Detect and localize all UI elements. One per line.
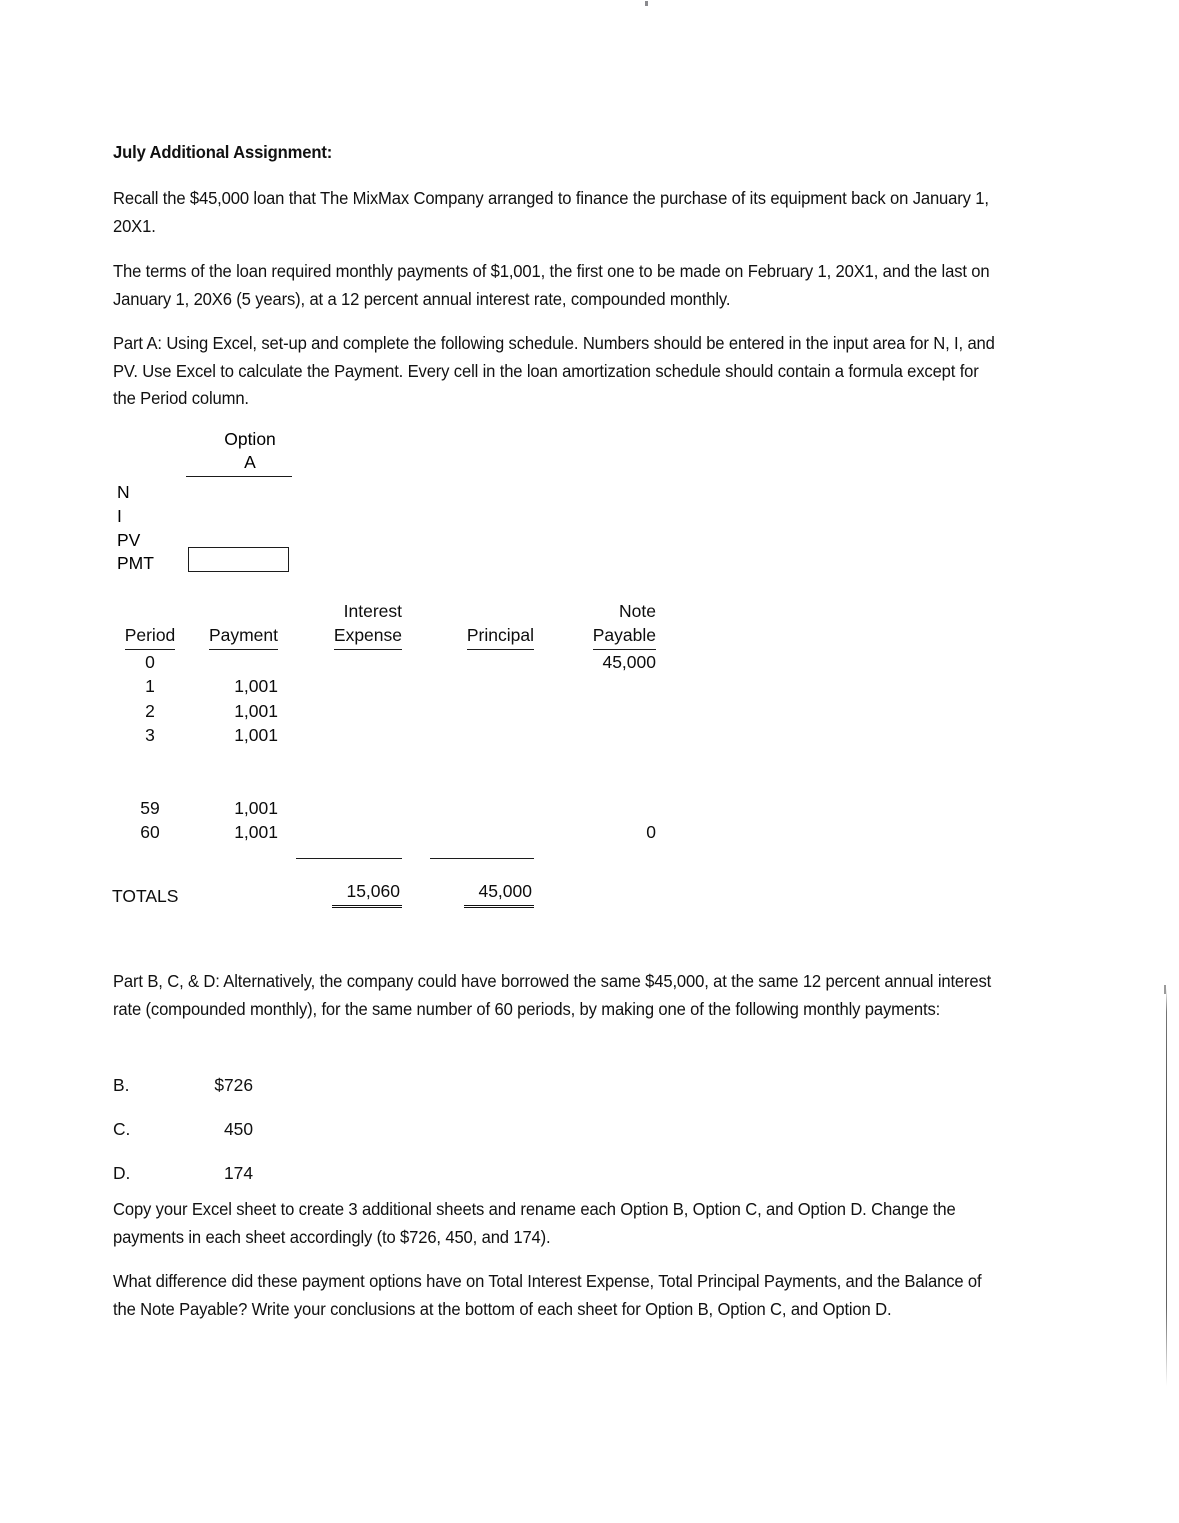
label-i: I xyxy=(117,505,122,526)
cell-principal xyxy=(414,650,546,675)
list-item xyxy=(113,1151,253,1195)
cell-period: 3 xyxy=(145,725,155,745)
cell-interest xyxy=(284,723,414,748)
scan-artifact-speck xyxy=(645,1,648,6)
cell-interest xyxy=(284,820,414,845)
schedule-ellipsis-gap xyxy=(110,748,664,796)
label-n: N xyxy=(117,482,130,502)
table-row xyxy=(110,699,664,724)
table-row xyxy=(110,796,664,821)
label-pv: PV xyxy=(117,529,141,550)
paragraph-recall: Recall the $45,000 loan that The MixMax Company arranged to finance the purchase of its equipment back on January 1, 20X1. xyxy=(113,188,989,236)
cell-principal xyxy=(414,699,546,724)
header-principal: Principal xyxy=(467,623,534,650)
input-area-labels xyxy=(117,481,154,576)
header-note-payable: Payable xyxy=(593,623,656,650)
schedule-header-row xyxy=(110,623,664,650)
cell-period: 0 xyxy=(145,651,155,672)
option-label-b: B. xyxy=(113,1075,130,1095)
option-amount-b: $726 xyxy=(214,1075,253,1095)
cell-payment: 1,001 xyxy=(234,822,278,842)
totals-row xyxy=(110,877,664,909)
cell-payment: 1,001 xyxy=(234,725,278,745)
cell-period: 2 xyxy=(145,700,155,721)
header-interest-expense: Expense xyxy=(334,623,402,650)
option-label-d: D. xyxy=(113,1163,131,1183)
header-period: Period xyxy=(125,623,176,650)
table-row xyxy=(110,820,664,845)
label-pmt: PMT xyxy=(117,553,154,574)
scan-artifact-edge-line xyxy=(1166,988,1167,1386)
totals-note xyxy=(546,877,664,909)
header-interest-line1: Interest xyxy=(343,601,402,621)
table-row xyxy=(110,650,664,675)
pmt-input-box[interactable] xyxy=(188,547,289,572)
cell-interest xyxy=(284,674,414,699)
option-title-line2: A xyxy=(244,452,256,472)
totals-interest: 15,060 xyxy=(332,879,402,909)
cell-principal xyxy=(414,796,546,821)
paragraph-conclusions: What difference did these payment options have on Total Interest Expense, Total Principal Payments, and the Balance of the Note Payable? Write your conclusions at the bottom of each sheet for Option B, Option C, and Option D. xyxy=(113,1271,982,1319)
cell-period: 1 xyxy=(145,676,155,696)
option-amount-c: 450 xyxy=(223,1119,253,1139)
cell-payment: 1,001 xyxy=(234,797,278,818)
list-item xyxy=(113,1107,253,1151)
schedule-header-top-row xyxy=(110,600,664,623)
paragraph-part-bcd: Part B, C, & D: Alternatively, the company could have borrowed the same $45,000, at the same 12 percent annual interest rate (compounded monthly), for the same number of 60 periods, by making one of the following monthly payments: xyxy=(113,971,992,1019)
amortization-schedule xyxy=(110,600,664,908)
cell-note xyxy=(546,699,664,724)
totals-principal: 45,000 xyxy=(464,879,534,909)
cell-note xyxy=(546,796,664,821)
paragraph-terms: The terms of the loan required monthly payments of $1,001, the first one to be made on February 1, 20X1, and the last on January 1, 20X6 (5 years), at a 12 percent annual interest rate, compounded monthly. xyxy=(113,261,990,309)
cell-note: 0 xyxy=(646,822,656,842)
cell-note xyxy=(546,723,664,748)
cell-payment: 1,001 xyxy=(234,676,278,696)
input-area-header-rule xyxy=(186,476,292,477)
payment-options-list xyxy=(113,1063,253,1195)
cell-note: 45,000 xyxy=(602,651,656,672)
paragraph-copy-sheets: Copy your Excel sheet to create 3 additional sheets and rename each Option B, Option C, and Option D. Change the payments in each sheet accordingly (to $726, 450, and 174). xyxy=(113,1199,956,1247)
paragraph-part-a: Part A: Using Excel, set-up and complete the following schedule. Numbers should be entered in the input area for N, I, and PV. Use Excel to calculate the Payment. Every cell in the loan amortization schedule should contain a formula except for the Period column. xyxy=(113,333,995,408)
page-title: July Additional Assignment: xyxy=(113,142,333,162)
cell-interest xyxy=(284,699,414,724)
header-note-line1: Note xyxy=(619,601,656,621)
cell-interest xyxy=(284,796,414,821)
schedule-subtotal-rules xyxy=(110,845,664,859)
cell-principal xyxy=(414,674,546,699)
cell-principal xyxy=(414,723,546,748)
header-payment: Payment xyxy=(209,623,278,650)
option-label-c: C. xyxy=(113,1119,131,1139)
input-area-column-header xyxy=(205,428,295,474)
cell-period: 60 xyxy=(140,822,160,842)
cell-interest xyxy=(284,650,414,675)
cell-note xyxy=(546,674,664,699)
table-row xyxy=(110,723,664,748)
list-item xyxy=(113,1063,253,1107)
cell-payment xyxy=(190,650,284,675)
totals-payment xyxy=(190,877,284,909)
option-amount-d: 174 xyxy=(223,1163,253,1183)
option-title-line1: Option xyxy=(224,429,276,449)
cell-period: 59 xyxy=(140,797,160,818)
totals-label: TOTALS xyxy=(112,885,179,906)
table-row xyxy=(110,674,664,699)
cell-principal xyxy=(414,820,546,845)
cell-payment: 1,001 xyxy=(234,700,278,721)
